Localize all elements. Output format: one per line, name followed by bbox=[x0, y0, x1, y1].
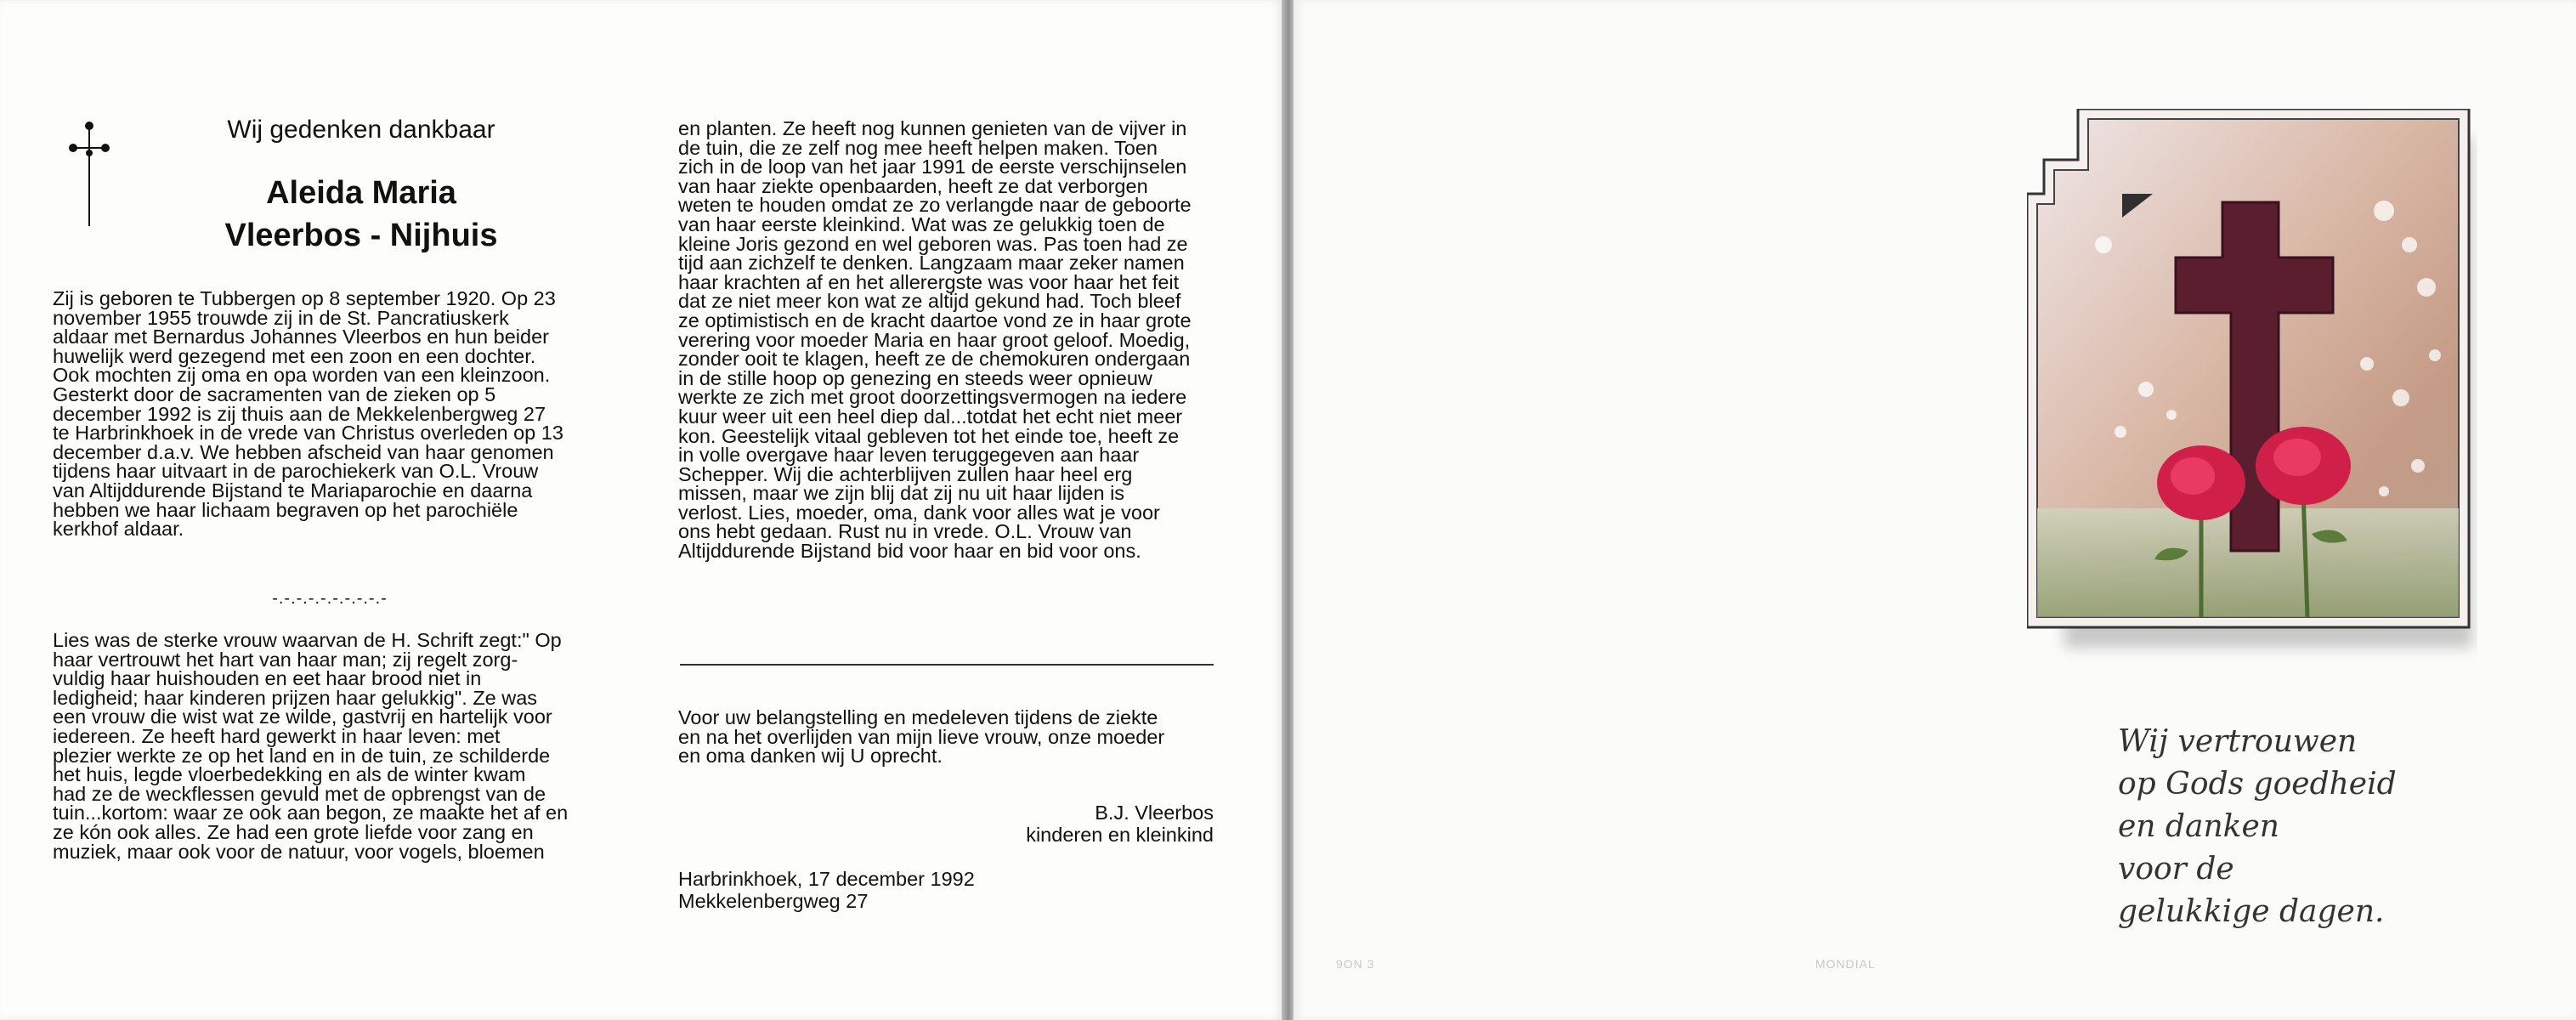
verse-line: Wij vertrouwen bbox=[2118, 724, 2358, 759]
verse-line: gelukkige dagen. bbox=[2118, 894, 2385, 929]
cross-icon bbox=[68, 119, 110, 230]
intro-text: Wij gedenken dankbaar bbox=[227, 116, 495, 144]
horizontal-rule bbox=[680, 664, 1214, 666]
address-line: Mekkelenbergweg 27 bbox=[678, 890, 869, 912]
printer-code-2: MONDIAL bbox=[1815, 957, 1876, 971]
biography-column-2 bbox=[678, 119, 1214, 561]
place-date-line: Harbrinkhoek, 17 december 1992 bbox=[678, 868, 975, 890]
verse-line: voor de bbox=[2118, 852, 2234, 887]
verse-line: en danken bbox=[2118, 809, 2279, 844]
cross-with-roses-picture bbox=[2027, 109, 2477, 661]
verse-line: op Gods goedheid bbox=[2118, 767, 2397, 802]
deceased-name-line1: Aleida Maria bbox=[266, 175, 456, 211]
card-left-page bbox=[0, 0, 1283, 1020]
verse-text bbox=[2118, 721, 2397, 933]
signature-line-2: kinderen en kleinkind bbox=[1026, 824, 1214, 846]
signature-line-1: B.J. Vleerbos bbox=[1095, 802, 1214, 824]
biography-column-1b bbox=[53, 631, 588, 861]
printer-code-1: 9ON 3 bbox=[1336, 957, 1375, 971]
biography-paragraph-2: Lies was de sterke vrouw waarvan de H. Schrift zegt:" Op haar vertrouwt het hart van haar man; zij regelt zorg- vuldig haar huishouden en eet haar brood niet in ledigheid; haar kinderen prijzen haar gelukkig". Ze was een vrouw die wist wat ze wilde, gastvrij en hartelijk voor iedereen. Ze heeft hard gewerkt in haar leven: met plezier werkte ze op het land en in de tuin, ze schilderde het huis, legde vloerbedekking en als de winter kwam had ze de weckflessen gevuld met de opbrengst van de tuin...kortom: waar ze ook aan begon, ze maakte het af en ze kón ook alles. Ze had een grote liefde voor zang en muziek, maar ook voor de natuur, voor vogels, bloemen bbox=[53, 629, 569, 863]
biography-paragraph-1: Zij is geboren te Tubbergen op 8 september 1920. Op 23 november 1955 trouwde zij in de St. Pancratiuskerk aldaar met Bernardus Johannes Vleerbos en hun beider huwelijk werd gezegend met een zoon en een dochter. Ook mochten zij oma en opa worden van een kleinzoon. Gesterkt door de sacramenten van de zieken op 5 december 1992 is zij thuis aan de Mekkelenbergweg 27 te Harbrinkhoek in de vrede van Christus overleden op 13 december d.a.v. We hebben afscheid van haar genomen tijdens haar uitvaart in de parochiekerk van O.L. Vrouw van Altijddurende Bijstand te Mariaparochie en daarna hebben we haar lichaam begraven op het parochiële kerkhof aldaar. bbox=[53, 287, 563, 541]
thanks-text: Voor uw belangstelling en medeleven tijdens de ziekte en na het overlijden van mijn lieve vrouw, onze moeder en oma danken wij U oprecht. bbox=[678, 706, 1165, 768]
deceased-name-line2: Vleerbos - Nijhuis bbox=[224, 218, 498, 253]
biography-column-1 bbox=[53, 289, 588, 539]
dotted-divider: -.-.-.-.-.-.-.-.-.- bbox=[272, 589, 388, 608]
biography-paragraph-3: en planten. Ze heeft nog kunnen genieten van de vijver in de tuin, die ze zelf nog mee heeft helpen maken. Toen zich in de loop van het jaar 1991 de eerste verschijnselen van haar ziekte openbaarden, heeft ze dat verborgen weten te houden omdat ze zo verlangde naar de geboorte van haar eerste kleinkind. Wat was ze gelukkig toen de kleine Joris gezond en wel geboren was. Pas toen had ze tijd aan zichzelf te denken. Langzaam maar zeker namen haar krachten af en het allerergste was voor haar het feit dat ze niet meer kon wat ze altijd gekund had. Toch bleef ze optimistisch en de kracht daartoe vond ze in haar grote verering voor moeder Maria en haar groot geloof. Moedig, zonder ooit te klagen, heeft ze de chemokuren ondergaan in de stille hoop op genezing en steeds weer opnieuw werkte ze zich met groot doorzettingsvermogen na iedere kuur weer uit een heel diep dal...totdat het echt niet meer kon. Geestelijk vitaal gebleven tot het einde toe, heeft ze in volle overgave haar leven teruggegeven aan haar Schepper. Wij die achterblijven zullen haar heel erg missen, maar we zijn blij dat zij nu uit haar lijden is verlost. Lies, moeder, oma, dank voor alles wat je voor ons hebt gedaan. Rust nu in vrede. O.L. Vrouw van Altijddurende Bijstand bid voor haar en bid voor ons. bbox=[678, 117, 1192, 563]
